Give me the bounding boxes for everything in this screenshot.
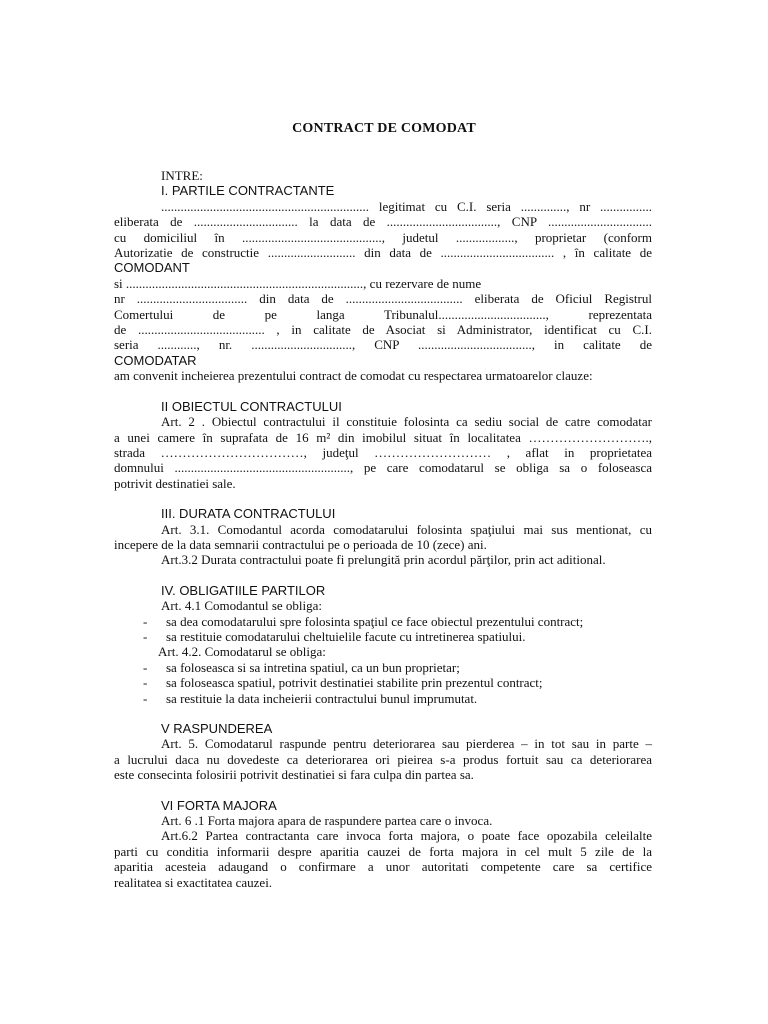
section-6-heading: VI FORTA MAJORA [161, 797, 277, 813]
list-item-text: sa restituie la data incheierii contractului bunul imprumutat. [166, 690, 478, 706]
parties-line-8: de ....................................... , in calitate de Asociat si Administrator, identificat cu C.I. [114, 322, 652, 338]
list-item [114, 660, 652, 675]
intre-label: INTRE: [161, 168, 203, 183]
bullet-dash: - [143, 690, 148, 706]
parties-line-4: Autorizatie de constructie ........................... din data de ................................... , în calitate de [114, 245, 652, 261]
section-5-heading: V RASPUNDEREA [161, 721, 273, 736]
art-6-1: Art. 6 .1 Forta majora apara de raspundere partea care o invoca. [161, 813, 493, 829]
list-item-text: sa restituie comodatarului cheltuielile facute cu intretinerea spatiului. [166, 628, 526, 644]
art-2-line-3: strada ……………………………, judeţul ……………………… , aflat in proprietatea [114, 444, 652, 460]
section-3-heading: III. DURATA CONTRACTULUI [161, 506, 336, 522]
art-5-line-1: Art. 5. Comodatarul raspunde pentru deteriorarea sau pierderea – in tot sau in parte – [161, 736, 652, 752]
parties-line-6: nr .................................. din data de .................................... eliberata de Oficiul Registrul [114, 291, 652, 307]
art-6-2-line-1: Art.6.2 Partea contractanta care invoca forta majora, o poate face opozabila celeilalte [161, 828, 652, 844]
spacer [114, 783, 652, 798]
bullet-dash: - [143, 675, 148, 691]
list-item [114, 614, 652, 629]
art-6-2-line-4: realitatea si exactitatea cauzei. [114, 874, 273, 890]
parties-line-1: ................................................................ legitimat cu C.I. seria .............., nr ................ [161, 198, 652, 214]
list-item-text: sa dea comodatarului spre folosinta spaţiul ce face obiectul prezentului contract; [166, 613, 584, 629]
art-2-line-2: a unei camere în suprafata de 16 m² din imobilul situat în localitatea ………………………., [114, 429, 652, 445]
art-4-1: Art. 4.1 Comodantul se obliga: [161, 598, 323, 614]
art-6-2-line-2: parti cu conditia informarii despre aparitia cauzei de forta majora in cel mult 5 zile de la [114, 843, 652, 859]
spacer [114, 568, 652, 583]
spacer [114, 706, 652, 721]
parties-line-7: Comertului de pe langa Tribunalul................................., reprezentata [114, 306, 652, 322]
bullet-dash: - [143, 628, 148, 644]
list-item [114, 629, 652, 644]
spacer [114, 384, 652, 399]
art-5-line-2: a lucrului daca nu dovedeste ca deteriorarea ori pieirea s-a produs fortuit sau ca deteriorarea [114, 751, 652, 767]
list-item [114, 691, 652, 706]
comodatar-label: COMODATAR [114, 352, 197, 368]
art-3-1-line-2: incepere de la data semnarii contractului pe o perioada de 10 (zece) ani. [114, 536, 487, 552]
art-2-line-5: potrivit destinatiei sale. [114, 475, 236, 491]
list-item-text: sa foloseasca spatiul, potrivit destinatiei stabilite prin prezentul contract; [166, 675, 543, 691]
comodant-label: COMODANT [114, 260, 190, 276]
list-item [114, 675, 652, 690]
spacer [114, 491, 652, 506]
list-item-text: sa foloseasca si sa intretina spatiul, ca un bun proprietar; [166, 659, 460, 675]
art-3-2: Art.3.2 Durata contractului poate fi prelungită prin acordul părţilor, prin act aditional. [161, 552, 606, 568]
parties-line-9: seria ............, nr. ..............................., CNP ..................................., in calitate de [114, 337, 652, 353]
bullet-dash: - [143, 613, 148, 629]
art-2-line-4: domnului ......................................................, pe care comodatarul se obliga sa o foloseasca [114, 460, 652, 476]
parties-line-2: eliberata de ................................ la data de .................................., CNP ................................ [114, 214, 652, 230]
document-title: CONTRACT DE COMODAT [292, 121, 476, 136]
art-4-2: Art. 4.2. Comodatarul se obliga: [158, 644, 326, 660]
parties-line-3: cu domiciliul în ..........................................., judetul .................., proprietar (conform [114, 229, 652, 245]
bullet-dash: - [143, 659, 148, 675]
document-body [114, 168, 652, 890]
section-1-heading: I. PARTILE CONTRACTANTE [161, 183, 335, 199]
section-4-heading: IV. OBLIGATIILE PARTILOR [161, 582, 326, 598]
art-6-2-line-3: aparitia acesteia adaugand o confirmare a unor autoritati competente care sa certifice [114, 859, 652, 875]
art-5-line-3: este consecinta folosirii potrivit destinatiei si fara culpa din partea sa. [114, 767, 474, 783]
parties-line-5: si ........................................................................., cu rezervare de nume [114, 275, 482, 291]
section-2-heading: II OBIECTUL CONTRACTULUI [161, 398, 342, 414]
intro-clause: am convenit incheierea prezentului contract de comodat cu respectarea urmatoarelor clauze: [114, 368, 593, 384]
art-3-1-line-1: Art. 3.1. Comodantul acorda comodatarului folosinta spaţiului mai sus mentionat, cu [161, 521, 652, 537]
art-2-line-1: Art. 2 . Obiectul contractului il constituie folosinta ca sediu social de catre comodatar [161, 414, 652, 430]
